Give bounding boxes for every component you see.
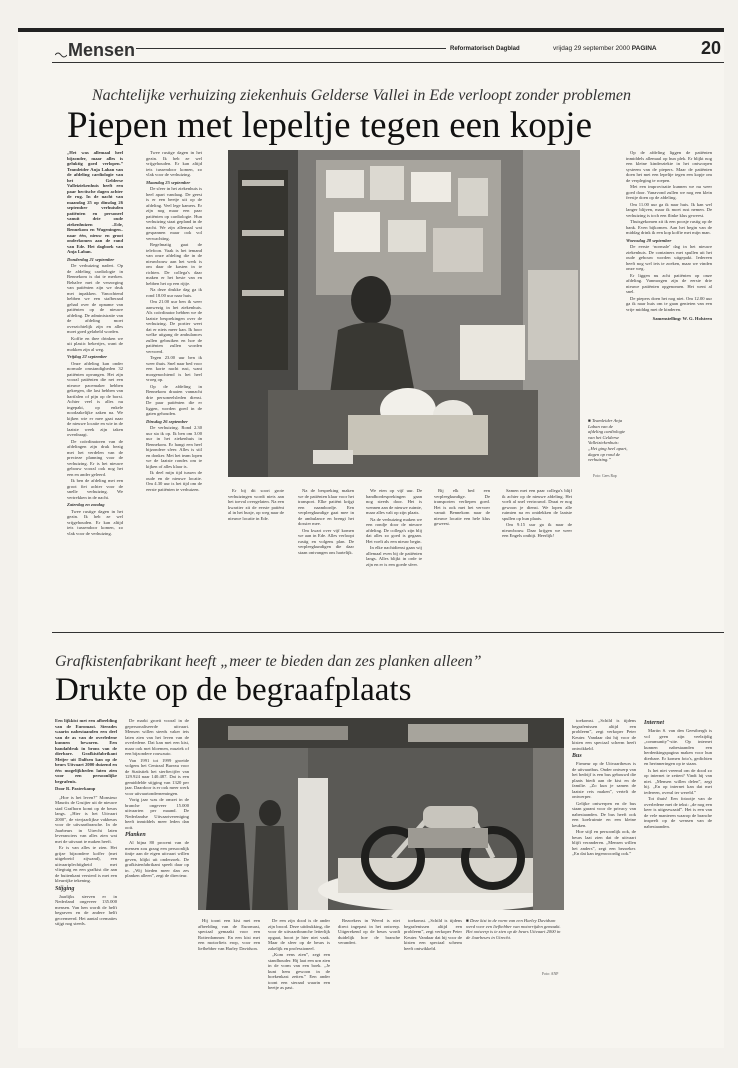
masthead-bottom-rule <box>52 62 724 63</box>
article1-photo-caption <box>588 418 628 463</box>
article2-paragraph: Martin S. van den Geestbergh is vol geen zijn veelzijdig „community”-site. Op internet kunnen nabestaanden een herdenkingspagina maken voor hun dierbare. Er komen foto's, gedichten en herinneringen op te staan. <box>644 728 712 766</box>
article1-paragraph: Twee rustige dagen in het gezin. Ik heb ze wel vrijgehouden. Er kan altijd iets tussendoor komen, zo vlak voor de verhuizing. <box>67 508 123 536</box>
article1-paragraph: Regelmatig gaat de telefoon. Vaak is het iemand van onze afdeling die in de nieuwbouw aan het werk is om daar de kasten in te richten. De collega's daar maken er het beste van en hebben het op een rijtje. <box>146 242 202 286</box>
article1-paragraph: Onze afdeling kan onder normale omstandigheden 32 patiënten opvangen. Het zijn vooral patiënten die net een nieuwe pacemaker hebben gekregen, die last hebben van hartfalen of pijn op de borst. Achter veel is alles nu ingepakt, op enkele noodzakelijke zaken na. We kijken wie er mee gaat naar de nieuwe locatie en wie in de laatste week zijn taken overdraagt. <box>67 360 123 437</box>
article2-headline: Drukte op de begraafplaats <box>55 672 412 708</box>
page-number: 20 <box>701 38 722 58</box>
article2-paragraph: toekomst. „Schild is tijdens begrafenissen altijd een probleem”, zegt verkoper Peter Keuter. Vandaar dat hij voor de kisten een speciaal scherm heeft ontwikkeld. <box>572 718 636 751</box>
article2-column-5 <box>338 918 400 1028</box>
article1-subhead: Woensdag 28 september <box>626 237 672 243</box>
article1-paragraph: Er bij dit soort grote verhuizingen wordt niets aan het toeval overgelaten. Na een kwartier zit de eerste patiënt al in het busje, op weg naar de nieuwe locatie in Ede. <box>228 488 284 521</box>
article2-paragraph: Vorig jaar was de omzet in de branche ongeveer 15.000 uitvaarten per maand. De Nederlandse Uitvaartvereniging heeft inmiddels meer leden dan ooit. <box>125 797 189 830</box>
article1-photo <box>228 150 580 477</box>
article2-kicker: Grafkistenfabrikant heeft „meer te bieden dan zes planken alleen” <box>55 653 482 670</box>
article2-paragraph: toekomst. „Schild is tijdens begrafenissen altijd een probleem”, zegt verkoper Peter Keuter. Vandaar dat hij voor de kisten een speciaal scherm heeft ontwikkeld. <box>404 918 462 951</box>
article1-paragraph: We eten op vijf uur. De bandbordesprekingen gaan nog steeds door. Het is wennen aan de nieuwe ruimte, maar alles valt op zijn plaats. <box>366 488 422 515</box>
article2-paragraph: Is het niet vreemd om de dood zo op internet te zetten? Vindt hij van niet. „Mensen willen delen”, zegt hij. „En op internet kan dat met iedereen, overal ter wereld.” <box>644 767 712 795</box>
article1-paragraph: Om 11.00 uur ga ik naar huis. Ik kan wel langer blijven, maar ik moet rust nemen. De verhuizing is toch een flinke klus geweest. <box>626 201 712 218</box>
article1-paragraph: Ik ben de afdeling met een groot fiet achter voor de snelle verhuizing. We vertrekken in de nacht. <box>67 478 123 500</box>
article1-subhead: Zaterdag en zondag <box>67 502 105 507</box>
article2-paragraph: „Hoe is het leven?” Monsieur Maurits de Gruijter uit de nieuwe stad Grafhorn komt op de beurs langs. „Hier is het Uitvaart 2000”, de vierjaarlijkse vakbeurs voor de uitvaartbranche. In de Jaarbeurs in Utrecht laten leveranciers van alles zien wat met de uitvaart te maken heeft. <box>55 794 117 844</box>
caption-bullet-icon: ■ <box>466 918 470 923</box>
article1-column-5 <box>366 488 422 618</box>
article1-paragraph: Ik deel mijn tijd tussen de oude en de nieuwe locatie. Om 4.30 uur is het tijd om de eerste patiënten te verhuizen. <box>146 470 202 492</box>
article2-paragraph: Tot thuis! Een fotootje van de overledene met de tekst: „de nog een keer is uitgezwaaid”. Het is een van de vele manieren waarop de branche inspeelt op de wensen van de nabestaanden. <box>644 796 712 829</box>
article1-paragraph: Met een improvisatie kunnen we nu weer goed door. Vanavond zullen we nog een klein feestje doen op de afdeling. <box>626 184 712 200</box>
article1-paragraph: De verhuizing nadert. Op de afdeling cardiologie in Bennekom is dat te merken. Behalve met de verzorging van patiënten zijn we druk met inpakken. Vanochtend hebben we een stafberaad gehad over de opname van patiënten op de nieuwe afdeling. De administratie van de afdeling moet overzichtelijk zijn en alles moet goed gelabeld worden. <box>67 263 123 334</box>
article1-paragraph: Twee rustige dagen in het gezin. Ik heb ze wel vrijgehouden. Er kan altijd iets tussendoor komen, zo vlak voor de verhuizing. <box>146 150 202 177</box>
article1-paragraph: In elke nachtdienst gaan wij allemaal even bij de patiënten langs. Alles blijkt in orde te zijn en er is een goede sfeer. <box>366 545 422 567</box>
article1-paragraph: Koffie en thee drinken we uit plastic bekertjes, want de mokken zijn al weg. <box>67 335 123 352</box>
publication-name: Reformatorisch Dagblad <box>450 46 520 52</box>
article1-paragraph: Om 21.00 uur ben ik weer aanwezig in het ziekenhuis. Als coördinator hebben we de laatste besprekingen over de verhuizing. De portier weet dat er niets meer kan. Ik hoor welke uitgang de ambulances zullen gebruiken en hoe de patiënten zullen worden vervoerd. <box>146 299 202 354</box>
article2-subhead: Internet <box>644 720 665 726</box>
article1-paragraph: Na de verhuizing maken we een rondje door de nieuwe afdeling. De collega's zijn blij dat alles zo goed is gegaan. Het voelt als een nieuw begin. <box>366 516 422 544</box>
article1-subhead: Vrijdag 22 september <box>67 354 108 359</box>
article1-kicker: Nachtelijke verhuizing ziekenhuis Gelderse Vallei in Ede verloopt zonder problemen <box>92 87 631 104</box>
article1-column-3 <box>228 488 284 618</box>
article2-paragraph: Hij toont een kist met een afbeelding van de Euromast, speciaal gemaakt voor een Rotterdammer. En een kist met een motorfiets erop, voor een liefhebber van Harley Davidson. <box>198 918 260 951</box>
article2-subhead: Bus <box>572 753 582 759</box>
article2-column-7 <box>572 718 636 1023</box>
article2-column-2 <box>125 718 189 1023</box>
article2-paragraph: Hoe stijl en persoonlijk ook, de beurs laat zien dat de uitvaart blijft veranderen. „Mensen willen het anders”, zegt een bezoeker. „En dat kan tegenwoordig ook.” <box>572 829 636 856</box>
section-title: Mensen <box>68 40 136 60</box>
article1-paragraph: De verhuizing. Rond 2.30 uur sta ik op. Ik ben om 3.00 uur in het ziekenhuis in Bennekom. Er hangt een heel bijzondere sfeer. Alles is stil en donker. Met het team lopen we de laatste rondes om te kijken of alles klaar is. <box>146 425 202 469</box>
article1-paragraph: Samen met een paar collega's blijf ik achter op de nieuwe afdeling. Het voelt al snel vertrouwd. Draai er nog gewoon je dienst. We lopen alle ruimten na en ontdekken de laatste spullen op hun plaats. <box>502 488 572 521</box>
article1-paragraph: Tegen 23.00 uur ben ik weer thuis. Snel naar bed voor een korte nacht rust, want morgenochtend is het heel vroeg op. <box>146 355 202 382</box>
article2-paragraph: Er is van alles te zien. Het grijze bijzondere koffer (met uitgebreid zijwand), een uitvaartplechtigheid met vliegtuig en een grafkist die aan de buitenkant versierd is met een kleurrijke tekening. <box>55 845 117 883</box>
article1-paragraph: De piepers doen het nog niet. Om 12.00 uur ga ik naar huis om te gaan genieten van een vrije middag met de kinderen. <box>626 295 712 312</box>
article2-column-3 <box>198 918 260 1028</box>
article2-byline: Door R. Pasterkamp <box>55 786 96 791</box>
article1-subhead: Donderdag 21 september <box>67 256 115 262</box>
article1-paragraph: De eerste ‘normale’ dag in het nieuwe ziekenhuis. De containers met spullen uit het oude gebouw worden uitgepakt. Iedereen heeft nog wel iets te zoeken, maar we vinden onze weg. <box>626 244 712 271</box>
article2-column-1 <box>55 718 117 1023</box>
article1-paragraph: Er liggen nu acht patiënten op onze afdeling. Vanmorgen zijn de eerste drie nieuwe patiënten opgenomen. Het went al snel. <box>626 272 712 294</box>
article1-paragraph: Na de bespreking maken we de patiënten klaar voor het transport. Elke patiënt krijgt een naambordje. Een verpleegkundige gaat mee in de ambulance en brengt het dossier mee. <box>298 488 354 526</box>
article1-signature: Samenstelling: W. G. Holsteen <box>652 316 712 321</box>
article1-paragraph: De sfeer in het ziekenhuis is heel apart vandaag. De geest is er een beetje uit op de afdeling. Veel lege kamers. Er zijn nog maar een paar patiënten op cardiologie. Hun verhuizing staat gepland in de nacht. We zijn allemaal wat gespannen maar ook vol verwachting. <box>146 186 202 241</box>
article2-column-4 <box>268 918 330 1028</box>
article2-paragraph: Gelijke ontwerpen en de bus staan garant voor de privacy van nabestaanden. De bus heeft ook een koelruimte en een kleine keuken. <box>572 800 636 828</box>
article1-photo-credit: Foto: Gees Rap <box>593 474 617 478</box>
article2-paragraph: Al bijna 80 procent van de mensen zou graag een persoonlijk tintje aan de eigen uitvaart willen geven, blijkt uit onderzoek. De grafkistenfabrikant speelt daar op in. „Wij bieden meer dan zes planken alleen”, zegt de directeur. <box>125 840 189 878</box>
article1-column-2 <box>146 150 202 610</box>
article1-paragraph: Na deze drukke dag ga ik rond 18.00 uur naar huis. <box>146 287 202 298</box>
article1-lead: „Het was allemaal heel bijzonder, maar alles is geluktig goed verlopen.” Teamleider Anja Laban van de afdeling cardiologie van het Gelderse Valleiziekenhuis heeft een paar hectische dagen achter de rug. In de nacht van maandag 25 op dinsdag 26 september verhuisden patiënten en personeel vanuit drie oude ziekenhuizen –Ede, Bennekom en Wageningen– naar één, nieuw en groot onderkomen aan de rand van Ede. Het dagboek van Anja Laban. <box>67 150 123 254</box>
caption-bullet-icon: ■ <box>588 418 592 423</box>
article1-column-6 <box>434 488 490 618</box>
article1-caption-text: Teamleider Anja Laban van de afdeling cardiologie van het Gelderse Valleiziekenhuis: „Het ging heel apart, dagen op rond de verhuizing.” <box>588 418 628 463</box>
article2-paragraph: Firmeur op de Uitvaartbeurs is de uitvaartbus. Onder ontwerp van het bedrijf is een bus gebouwd die plaats biedt aan de kist en de familie. „Zo kun je samen de laatste reis maken”, vertelt de ontwerper. <box>572 761 636 799</box>
article-divider <box>52 632 724 633</box>
issue-date <box>553 45 657 52</box>
article2-paragraph: „Kom eens zien”, zegt een standhouder. Hij laat een urn zien in de vorm van een boek. „Je kunt hem gewoon in de boekenkast zetten.” Een ander toont een sieraad waarin een beetje as past. <box>268 952 330 990</box>
masthead-rule <box>18 28 724 32</box>
article2-subhead: Planken <box>125 832 146 838</box>
article1-paragraph: Op de afdeling in Bennekom draaien vannacht drie personeelsleden dienst. De paar patiënten die er liggen, worden goed in de gaten gehouden. <box>146 383 202 416</box>
article2-paragraph: Jaarlijks sterven er in Nederland ongeveer 135.000 mensen. Van hen wordt de helft begraven en de andere helft gecremeerd. Het aantal crematies stijgt nog steeds. <box>55 893 117 926</box>
section-flourish-icon <box>55 46 67 54</box>
article2-column-8 <box>644 718 712 1023</box>
article2-paragraph: De markt groeit vooral in de gepersonaliseerde uitvaart. Mensen willen steeds vaker iets laten zien van het leven van de overledene. Dat kan met een kist, maar ook met bloemen, muziek of een bijzondere rouwauto. <box>125 718 189 756</box>
article1-subhead: Maandag 25 september <box>146 179 191 185</box>
issue-date-text: vrijdag 29 september 2000 <box>553 45 630 52</box>
article2-paragraph: Bezoekers in Weerd is niet direct ingepast in het ontwerp. Uitgerekend op de beurs wordt duidelijk hoe de branche verandert. <box>338 918 400 945</box>
article1-paragraph: De coördinatoren van de afdelingen zijn druk bezig met het verdelen van de precieze planning voor de verhuizing. Er is het nieuwe gebouw vooral ook nog het een en ander geleerd. <box>67 438 123 477</box>
page-label: PAGINA <box>631 45 657 52</box>
article1-column-1 <box>67 150 123 610</box>
article2-photo-credit: Foto: ANP <box>542 972 559 976</box>
article1-headline: Piepen met lepeltje tegen een kopje <box>67 105 592 146</box>
article2-photo-caption <box>466 918 562 940</box>
article1-column-8 <box>626 150 712 620</box>
article1-paragraph: Thuisgekomen zit ik een poosje rustig op de bank. Even bijkomen. Aan het begin van de middag drink ik een kop koffie met mijn man. <box>626 219 712 235</box>
article2-column-6 <box>404 918 462 1028</box>
article2-paragraph: De een zijn dood is de ander zijn brood. Deze uitdrukking, die voor de uitvaartbranche letterlijk opgaat, hoort je hier niet vaak. Maar de sfeer op de beurs is zakelijk en professioneel. <box>268 918 330 951</box>
article2-paragraph: Van 1991 tot 1999 groeide volgens het Centraal Bureau voor de Statistiek het sterftecijfer van 129.924 naar 140.487. Dat is een gemiddelde stijging van 1320 per jaar. Daardoor is er ook meer werk voor uitvaartondernemingen. <box>125 757 189 796</box>
masthead-line <box>136 48 446 49</box>
article1-paragraph: Bij elk bed een verpleegkundige. De transporten verliepen goed. Het is ook met het vervoer vanuit Bennekom naar de nieuwe locatie een hele klus geweest. <box>434 488 490 526</box>
article2-caption-text: Deze kist in de vorm van een Harley Davidson werd voor een liefhebber van motorrijden gemaakt. Het ontwerp is te zien op de beurs Uitvaart 2000 in de Jaarbeurs in Utrecht. <box>466 918 561 940</box>
article1-subhead: Dinsdag 26 september <box>146 418 188 424</box>
article1-paragraph: Om kwart over vijf komen we aan in Ede. Alles verloopt rustig en volgens plan. De verpleegkundigen die daar staan ontvangen ons hartelijk. <box>298 527 354 555</box>
article1-column-4 <box>298 488 354 618</box>
article2-subhead: Stijging <box>55 885 75 892</box>
article2-photo <box>198 718 564 910</box>
article1-paragraph: Op de afdeling liggen de patiënten inmiddels allemaal op hun plek. Er blijkt nog een kleine kinderziekte in het ontworpen systeem van de piepers. Maar de patiënten doen het met een lepeltje tegen een kopje om de verpleging te roepen. <box>626 150 712 183</box>
article1-column-7 <box>502 488 572 618</box>
article1-paragraph: Om 9.15 uur ga ik naar de nieuwbouw. Daar krijgen we weer een Engels ontbijt. Heerlijk! <box>502 522 572 538</box>
article2-lead: Een lijkkist met een afbeelding van de Euromast. Sierades waarin nabestaanden een deel van de as van de overledene kunnen bewaren. Een handafdruk in brons van de dierbare. Grafkistfabrikant Meijer uit Dalfsen kan op de beurs Uitvaart 2000 duizend en één mogelijkheden laten zien voor een persoonlijke begrafenis. <box>55 718 117 784</box>
